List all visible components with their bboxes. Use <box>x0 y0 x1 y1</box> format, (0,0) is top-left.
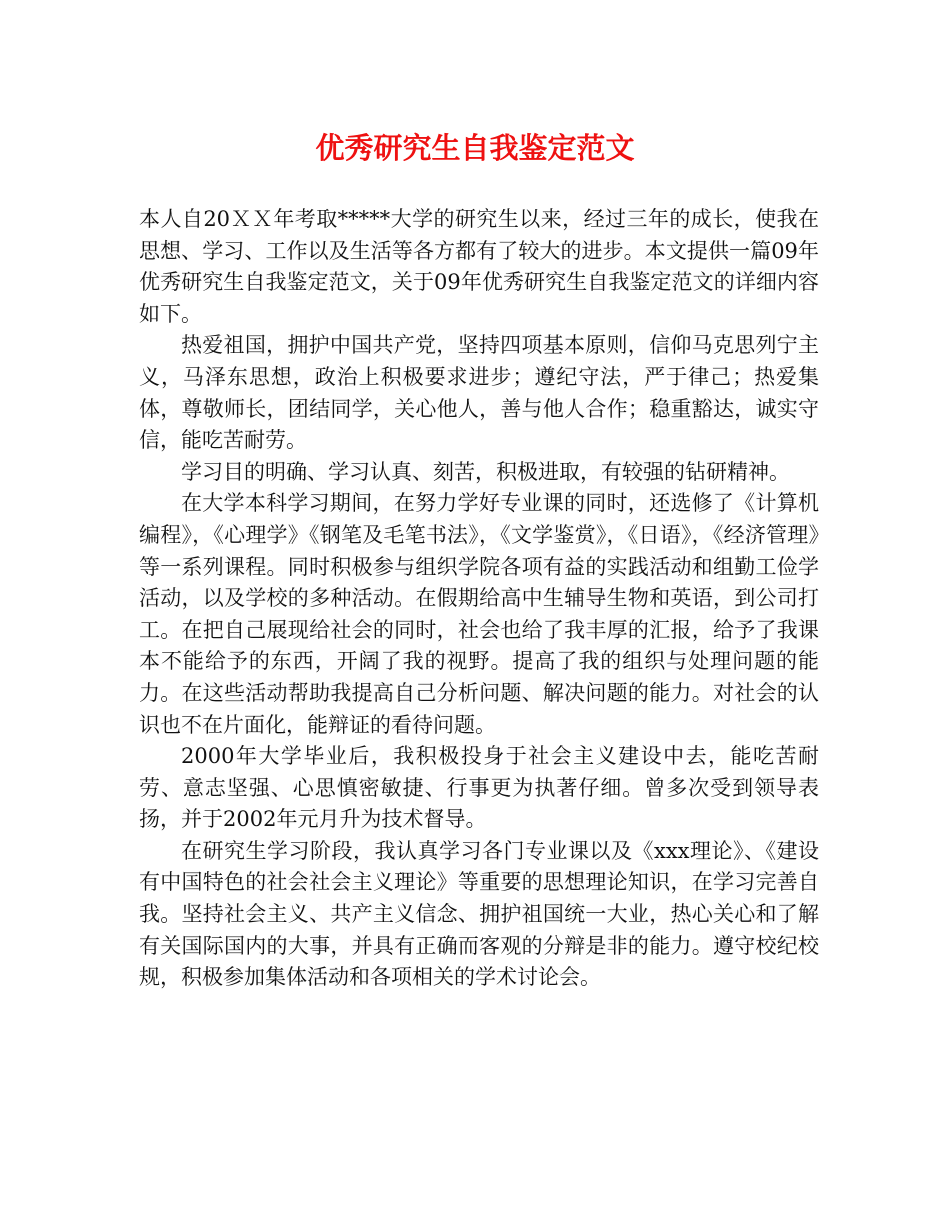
paragraph-undergraduate: 在大学本科学习期间，在努力学好专业课的同时，还选修了《计算机编程》，《心理学》《钢笔及毛笔书法》，《文学鉴赏》，《日语》，《经济管理》等一系列课程。同时积极参与组织学院各项有益的实践活动和组勤工俭学活动，以及学校的多种活动。在假期给高中生辅导生物和英语，到公司打工。在把自己展现给社会的同时，社会也给了我丰厚的汇报，给予了我课本不能给予的东西，开阔了我的视野。提高了我的组织与处理问题的能力。在这些活动帮助我提高自己分析问题、解决问题的能力。对社会的认识也不在片面化，能辩证的看待问题。 <box>139 491 819 737</box>
paragraph-intro: 本人自20ＸＸ年考取*****大学的研究生以来，经过三年的成长，使我在思想、学习、工作以及生活等各方都有了较大的进步。本文提供一篇09年优秀研究生自我鉴定范文，关于09年优秀研究生自我鉴定范文的详细内容如下。 <box>139 207 819 326</box>
paragraph-political: 热爱祖国，拥护中国共产党，坚持四项基本原则，信仰马克思列宁主义，马泽东思想，政治上积极要求进步；遵纪守法，严于律己；热爱集体，尊敬师长，团结同学，关心他人，善与他人合作；稳重豁达，诚实守信，能吃苦耐劳。 <box>139 333 819 453</box>
document-body <box>139 204 819 994</box>
document-title: 优秀研究生自我鉴定范文 <box>315 131 635 165</box>
paragraph-graduate: 在研究生学习阶段，我认真学习各门专业课以及《xxx理论》、《建设有中国特色的社会社会主义理论》等重要的思想理论知识，在学习完善自我。坚持社会主义、共产主义信念、拥护祖国统一大业，热心关心和了解有关国际国内的大事，并具有正确而客观的分辩是非的能力。遵守校纪校规，积极参加集体活动和各项相关的学术讨论会。 <box>139 838 819 990</box>
paragraph-career: 2000年大学毕业后，我积极投身于社会主义建设中去，能吃苦耐劳、意志坚强、心思慎密敏捷、行事更为执著仔细。曾多次受到领导表扬，并于2002年元月升为技术督导。 <box>139 744 819 832</box>
paragraph-study-attitude: 学习目的明确、学习认真、刻苦，积极进取，有较强的钻研精神。 <box>181 459 790 484</box>
